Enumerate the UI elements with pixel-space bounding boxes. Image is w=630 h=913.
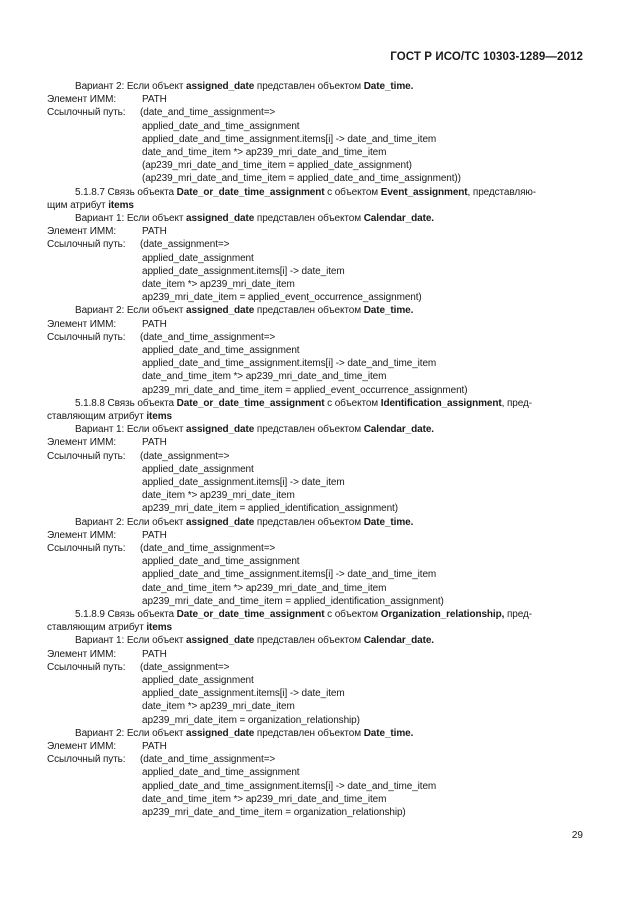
element-value: PATH	[142, 226, 167, 238]
bold-term: Organization_relationship,	[380, 609, 505, 620]
text-run: date_item *> ap239_mri_date_item	[142, 279, 295, 290]
element-line	[47, 648, 116, 661]
text-run: applied_date_assignment	[142, 252, 254, 264]
text-run: ставляющим атрибут	[47, 411, 147, 422]
element-line	[47, 225, 116, 238]
bold-term: Date_time.	[363, 516, 414, 528]
reference-path-line	[47, 106, 125, 119]
heading-continuation	[47, 410, 172, 423]
text-run: applied_date_assignment	[142, 675, 254, 686]
path-continuation	[142, 555, 299, 568]
text-run: date_item *> ap239_mri_date_item	[142, 490, 295, 502]
bold-term: items	[108, 199, 134, 211]
path-continuation	[142, 291, 422, 304]
text-run: ap239_mri_date_item = organization_relationship)	[142, 714, 360, 726]
text-run: Ссылочный путь:	[47, 754, 126, 766]
bold-term: Date_or_date_time_assignment	[176, 186, 325, 198]
path-continuation	[142, 582, 386, 595]
text-run: date_and_time_item *> ap239_mri_date_and_time_item	[142, 793, 387, 805]
text-run: applied_date_assignment.items[i] -> date_item	[142, 477, 345, 488]
text-run: applied_date_and_time_assignment.items[i] -> date_and_time_item	[142, 780, 437, 792]
path-continuation	[142, 793, 386, 806]
path-value: (date_and_time_assignment=>	[140, 754, 276, 766]
element-line	[47, 436, 116, 449]
path-continuation	[142, 502, 398, 515]
path-continuation	[142, 463, 254, 476]
path-value: (date_assignment=>	[140, 239, 230, 251]
text-run: applied_date_and_time_assignment	[142, 556, 300, 568]
text-run: пред-	[504, 609, 532, 620]
bold-term: Identification_assignment	[380, 397, 502, 409]
reference-path-line	[47, 661, 125, 674]
text-run: представлен объектом	[254, 81, 364, 92]
reference-path-line	[47, 331, 125, 344]
path-value: (date_and_time_assignment=>	[140, 107, 276, 119]
element-line	[47, 529, 116, 542]
reference-path-line	[47, 450, 125, 463]
element-value: PATH	[142, 94, 167, 106]
text-run: представлен объектом	[254, 635, 364, 647]
text-run: представлен объектом	[254, 516, 364, 528]
path-continuation	[142, 700, 295, 713]
element-value: PATH	[142, 741, 167, 752]
variant-line	[75, 304, 413, 317]
path-continuation	[142, 133, 436, 146]
text-run: Элемент ИММ:	[47, 648, 116, 660]
variant-line	[75, 80, 413, 93]
text-run: Ссылочный путь:	[47, 331, 126, 343]
text-run: Ссылочный путь:	[47, 661, 126, 673]
text-run: , представляю-	[467, 186, 537, 198]
section-heading	[75, 186, 536, 199]
bold-term: Date_time.	[363, 81, 414, 92]
text-run: date_and_time_item *> ap239_mri_date_and_time_item	[142, 582, 387, 594]
section-heading	[75, 397, 532, 410]
text-run: (ap239_mri_date_and_time_item = applied_date_and_time_assignment))	[142, 173, 461, 185]
text-run: ap239_mri_date_and_time_item = applied_identification_assignment)	[142, 595, 444, 607]
path-continuation	[142, 766, 299, 779]
heading-continuation	[47, 621, 172, 634]
text-run: Элемент ИММ:	[47, 529, 116, 541]
text-run: ap239_mri_date_and_time_item = applied_event_occurrence_assignment)	[142, 384, 468, 396]
text-run: 5.1.8.8 Связь объекта	[75, 397, 177, 409]
path-continuation	[142, 370, 386, 383]
text-run: Элемент ИММ:	[47, 94, 116, 106]
text-run: с объектом	[324, 609, 381, 620]
path-continuation	[142, 595, 444, 608]
element-line	[47, 93, 116, 106]
path-continuation	[142, 384, 467, 397]
reference-path-line	[47, 753, 125, 766]
text-run: date_item *> ap239_mri_date_item	[142, 701, 295, 713]
standard-header: ГОСТ Р ИСО/ТС 10303-1289—2012	[390, 51, 583, 63]
heading-continuation	[47, 199, 134, 212]
text-run: applied_date_assignment.items[i] -> date_item	[142, 688, 345, 700]
element-value: PATH	[142, 318, 167, 330]
path-continuation	[142, 806, 406, 819]
bold-term: items	[146, 622, 172, 634]
path-continuation	[142, 568, 436, 581]
element-line	[47, 318, 116, 331]
path-continuation	[142, 476, 345, 489]
text-run: date_and_time_item *> ap239_mri_date_and_time_item	[142, 147, 387, 158]
path-value: (date_and_time_assignment=>	[140, 331, 276, 343]
text-run: щим атрибут	[47, 199, 109, 211]
path-continuation	[142, 278, 295, 291]
reference-path-line	[47, 542, 125, 555]
path-continuation	[142, 489, 295, 502]
text-run: applied_date_assignment.items[i] -> date_item	[142, 265, 345, 277]
bold-term: assigned_date	[186, 727, 255, 739]
bold-term: assigned_date	[186, 635, 255, 647]
bold-term: assigned_date	[186, 424, 255, 436]
bold-term: assigned_date	[186, 213, 255, 224]
text-run: Ссылочный путь:	[47, 450, 126, 462]
text-run: с объектом	[324, 397, 381, 409]
text-run: applied_date_and_time_assignment	[142, 120, 300, 132]
text-run: Вариант 2: Если объект	[75, 81, 187, 92]
path-value: (date_assignment=>	[140, 661, 230, 673]
path-continuation	[142, 120, 299, 133]
text-run: Ссылочный путь:	[47, 107, 126, 119]
path-continuation	[142, 159, 412, 172]
text-run: 5.1.8.9 Связь объекта	[75, 609, 177, 620]
text-run: applied_date_and_time_assignment	[142, 767, 300, 779]
text-run: applied_date_and_time_assignment.items[i] -> date_and_time_item	[142, 133, 437, 145]
text-run: applied_date_and_time_assignment	[142, 345, 300, 356]
variant-line	[75, 634, 434, 647]
bold-term: assigned_date	[186, 516, 255, 528]
text-run: , пред-	[501, 397, 532, 409]
page-number: 29	[571, 830, 583, 841]
text-run: Вариант 2: Если объект	[75, 727, 187, 739]
text-run: applied_date_and_time_assignment.items[i] -> date_and_time_item	[142, 569, 437, 581]
path-continuation	[142, 344, 299, 357]
text-run: date_and_time_item *> ap239_mri_date_and_time_item	[142, 371, 387, 383]
variant-line	[75, 516, 413, 529]
variant-line	[75, 727, 413, 740]
text-run: Вариант 1: Если объект	[75, 424, 187, 436]
text-run: (ap239_mri_date_and_time_item = applied_date_assignment)	[142, 160, 412, 172]
path-value: (date_assignment=>	[140, 450, 230, 462]
path-continuation	[142, 265, 345, 278]
text-run: ap239_mri_date_item = applied_event_occurrence_assignment)	[142, 292, 422, 304]
text-run: представлен объектом	[254, 727, 364, 739]
text-run: Элемент ИММ:	[47, 741, 116, 752]
bold-term: Calendar_date.	[363, 213, 434, 224]
reference-path-line	[47, 238, 125, 251]
text-run: с объектом	[324, 186, 381, 198]
element-line	[47, 740, 116, 753]
bold-term: Date_time.	[363, 727, 414, 739]
text-run: Вариант 2: Если объект	[75, 305, 187, 317]
path-continuation	[142, 674, 254, 687]
path-continuation	[142, 172, 461, 185]
text-run: Ссылочный путь:	[47, 543, 126, 554]
text-run: ap239_mri_date_item = applied_identification_assignment)	[142, 503, 398, 515]
element-value: PATH	[142, 648, 167, 660]
text-run: ставляющим атрибут	[47, 622, 147, 634]
text-run: applied_date_assignment	[142, 463, 254, 475]
path-continuation	[142, 146, 386, 159]
text-run: Вариант 1: Если объект	[75, 213, 187, 224]
bold-term: assigned_date	[186, 81, 255, 92]
element-value: PATH	[142, 529, 167, 541]
bold-term: Calendar_date.	[363, 635, 434, 647]
bold-term: Date_or_date_time_assignment	[176, 609, 325, 620]
bold-term: Date_or_date_time_assignment	[176, 397, 325, 409]
text-run: Вариант 1: Если объект	[75, 635, 187, 647]
path-continuation	[142, 252, 254, 265]
bold-term: Date_time.	[363, 305, 414, 317]
text-run: Вариант 2: Если объект	[75, 516, 187, 528]
bold-term: Event_assignment	[380, 186, 468, 198]
variant-line	[75, 212, 434, 225]
element-value: PATH	[142, 437, 167, 449]
text-run: Элемент ИММ:	[47, 318, 116, 330]
text-run: Ссылочный путь:	[47, 239, 126, 251]
path-continuation	[142, 357, 436, 370]
text-run: представлен объектом	[254, 213, 364, 224]
bold-term: assigned_date	[186, 305, 255, 317]
text-run: Элемент ИММ:	[47, 437, 116, 449]
variant-line	[75, 423, 434, 436]
path-continuation	[142, 714, 360, 727]
text-run: представлен объектом	[254, 305, 364, 317]
text-run: представлен объектом	[254, 424, 364, 436]
text-run: 5.1.8.7 Связь объекта	[75, 186, 177, 198]
path-continuation	[142, 687, 345, 700]
text-run: ap239_mri_date_and_time_item = organization_relationship)	[142, 807, 406, 818]
text-run: Элемент ИММ:	[47, 226, 116, 238]
path-continuation	[142, 780, 436, 793]
bold-term: items	[146, 411, 172, 422]
path-value: (date_and_time_assignment=>	[140, 543, 276, 554]
bold-term: Calendar_date.	[363, 424, 434, 436]
section-heading	[75, 608, 532, 621]
text-run: applied_date_and_time_assignment.items[i] -> date_and_time_item	[142, 358, 437, 370]
